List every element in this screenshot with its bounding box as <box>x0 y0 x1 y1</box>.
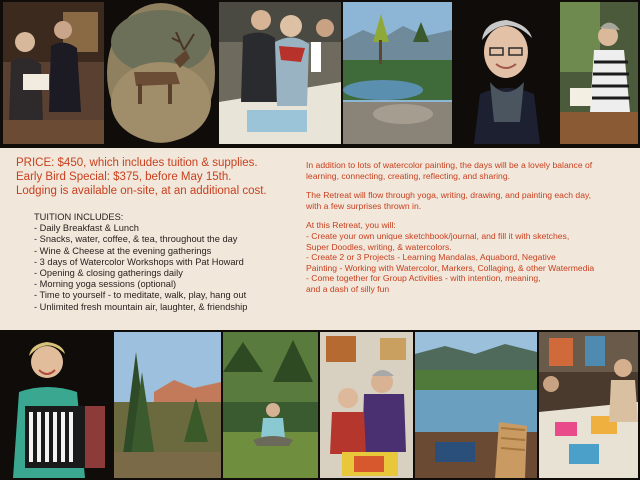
activities-paragraph <box>306 220 636 294</box>
text-line: with a few surprises thrown in. <box>306 200 422 211</box>
photo-mountain-lake <box>343 2 452 144</box>
photo-yoga-meditation-outdoors <box>223 332 318 478</box>
text-line: At this Retreat, you will: <box>306 220 396 231</box>
photo-painting-at-table <box>219 2 341 144</box>
text-line: In addition to lots of watercolor painting, the days will be a lovely balance of <box>306 160 593 170</box>
retreat-description <box>306 160 636 304</box>
photo-women-sketching-indoors <box>3 2 104 144</box>
photo-group-painting-table <box>539 332 638 478</box>
intro-paragraph <box>306 160 636 181</box>
early-bird-text: Early Bird Special: $375, before May 15th. <box>16 171 232 183</box>
photo-woman-with-accordion <box>3 332 112 478</box>
lodging-text: Lodging is available on-site, at an additional cost. <box>16 185 267 197</box>
photo-woman-drawing-striped-shirt <box>560 2 638 144</box>
text-line: and a dash of silly fun <box>306 283 390 294</box>
text-line: The Retreat will flow through yoga, writing, drawing, and painting each day, <box>306 190 592 201</box>
bottom-photo-strip <box>0 330 640 480</box>
tuition-item: - Snacks, water, coffee, & tea, throughout the day <box>34 234 238 245</box>
flow-paragraph <box>306 190 636 211</box>
text-line: learning, connecting, creating, reflecting, and sharing. <box>306 170 510 181</box>
tuition-item: - Morning yoga sessions (optional) <box>34 279 177 290</box>
pricing-block <box>16 156 306 198</box>
text-line: - Create your own unique sketchbook/journal, and fill it with sketches, <box>306 230 570 241</box>
photo-art-instruction <box>320 332 413 478</box>
photo-smiling-woman-portrait <box>454 2 558 144</box>
tuition-list <box>34 212 304 313</box>
tuition-item: - Wine & Cheese at the evening gatherings <box>34 245 212 256</box>
photo-pine-forest-mountains <box>114 332 221 478</box>
price-text: PRICE: $450, which includes tuition & supplies. <box>16 157 258 169</box>
tuition-heading: TUITION INCLUDES: <box>34 212 124 222</box>
tuition-item: - Unlimited fresh mountain air, laughter, & friendship <box>34 301 248 312</box>
tuition-item: - 3 days of Watercolor Workshops with Pat Howard <box>34 256 244 267</box>
top-photo-strip <box>0 0 640 148</box>
tuition-item: - Time to yourself - to meditate, walk, play, hang out <box>34 290 247 301</box>
text-line: - Come together for Group Activities - with intention, meaning, <box>306 273 541 284</box>
text-line: Super Doodles, writing, & watercolors. <box>306 241 452 252</box>
photo-elk-in-field <box>106 2 217 144</box>
tuition-item: - Daily Breakfast & Lunch <box>34 223 139 234</box>
photo-lake-deck-chair <box>415 332 537 478</box>
text-line: Painting - Working with Watercolor, Markers, Collaging, & other Watermedia <box>306 262 595 273</box>
text-line: - Create 2 or 3 Projects - Learning Mandalas, Aquabord, Negative <box>306 252 556 263</box>
tuition-item: - Opening & closing gatherings daily <box>34 268 183 279</box>
